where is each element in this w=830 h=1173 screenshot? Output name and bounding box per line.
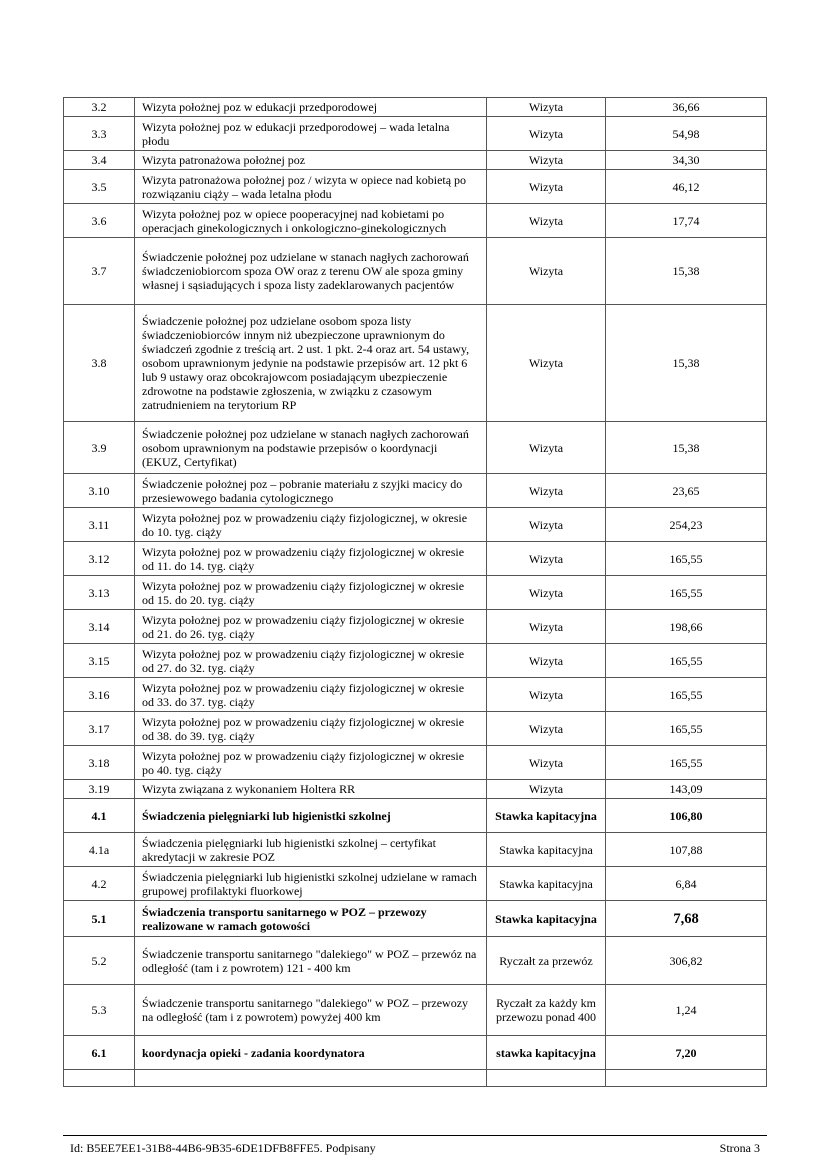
table-row <box>64 985 767 1036</box>
settlement-unit: Stawka kapitacyjna <box>487 867 606 901</box>
item-number: 3.17 <box>64 712 135 746</box>
table-row <box>64 1070 767 1087</box>
item-number: 3.11 <box>64 508 135 542</box>
unit-value: 306,82 <box>606 937 767 985</box>
service-name: Wizyta położnej poz w prowadzeniu ciąży fizjologicznej, w okresie do 10. tyg. ciąży <box>135 508 487 542</box>
item-number: 4.1a <box>64 833 135 867</box>
settlement-unit: Wizyta <box>487 422 606 474</box>
unit-value: 7,20 <box>606 1036 767 1070</box>
unit-value <box>606 1070 767 1087</box>
settlement-unit: Wizyta <box>487 98 606 117</box>
table-row <box>64 508 767 542</box>
table-row <box>64 305 767 422</box>
settlement-unit: Wizyta <box>487 542 606 576</box>
table-row <box>64 1036 767 1070</box>
table-row <box>64 170 767 204</box>
item-number: 3.19 <box>64 780 135 799</box>
settlement-unit: Wizyta <box>487 117 606 151</box>
table-row <box>64 542 767 576</box>
table-row <box>64 151 767 170</box>
item-number: 3.5 <box>64 170 135 204</box>
service-name: Wizyta patronażowa położnej poz <box>135 151 487 170</box>
unit-value: 165,55 <box>606 746 767 780</box>
settlement-unit <box>487 1070 606 1087</box>
service-name: Świadczenie transportu sanitarnego "dalekiego" w POZ – przewóz na odległość (tam i z powrotem) 121 - 400 km <box>135 937 487 985</box>
unit-value: 198,66 <box>606 610 767 644</box>
unit-value: 1,24 <box>606 985 767 1036</box>
table-row <box>64 799 767 833</box>
item-number: 3.3 <box>64 117 135 151</box>
service-name: Świadczenie położnej poz udzielane w stanach nagłych zachorowań świadczeniobiorcom spoza OW oraz z terenu OW ale spoza gminy własnej i sąsiadujących i spoza listy zadeklarowanych pacjentów <box>135 238 487 305</box>
tariff-table <box>63 97 767 1087</box>
settlement-unit: Wizyta <box>487 508 606 542</box>
service-name: Wizyta położnej poz w prowadzeniu ciąży fizjologicznej w okresie od 21. do 26. tyg. ciąży <box>135 610 487 644</box>
settlement-unit: Stawka kapitacyjna <box>487 799 606 833</box>
settlement-unit: Wizyta <box>487 746 606 780</box>
settlement-unit: Wizyta <box>487 678 606 712</box>
unit-value: 165,55 <box>606 542 767 576</box>
item-number: 3.10 <box>64 474 135 508</box>
unit-value: 165,55 <box>606 678 767 712</box>
item-number: 3.6 <box>64 204 135 238</box>
document-id: Id: B5EE7EE1-31B8-44B6-9B35-6DE1DFB8FFE5. Podpisany <box>70 1141 376 1155</box>
unit-value: 165,55 <box>606 644 767 678</box>
item-number: 5.1 <box>64 901 135 937</box>
settlement-unit: Ryczałt za każdy km przewozu ponad 400 <box>487 985 606 1036</box>
settlement-unit: Wizyta <box>487 610 606 644</box>
item-number: 3.9 <box>64 422 135 474</box>
item-number: 4.2 <box>64 867 135 901</box>
item-number: 4.1 <box>64 799 135 833</box>
table-row <box>64 867 767 901</box>
settlement-unit: Wizyta <box>487 151 606 170</box>
table-row <box>64 780 767 799</box>
service-name: Wizyta położnej poz w prowadzeniu ciąży fizjologicznej w okresie od 11. do 14. tyg. ciąży <box>135 542 487 576</box>
item-number: 3.4 <box>64 151 135 170</box>
settlement-unit: Wizyta <box>487 204 606 238</box>
settlement-unit: stawka kapitacyjna <box>487 1036 606 1070</box>
table-row <box>64 117 767 151</box>
unit-value: 36,66 <box>606 98 767 117</box>
service-name: Wizyta związana z wykonaniem Holtera RR <box>135 780 487 799</box>
item-number: 5.3 <box>64 985 135 1036</box>
unit-value: 165,55 <box>606 712 767 746</box>
unit-value: 143,09 <box>606 780 767 799</box>
service-name: Świadczenia pielęgniarki lub higienistki szkolnej – certyfikat akredytacji w zakresie POZ <box>135 833 487 867</box>
settlement-unit: Wizyta <box>487 712 606 746</box>
table-row <box>64 204 767 238</box>
settlement-unit: Wizyta <box>487 474 606 508</box>
table-row <box>64 474 767 508</box>
service-name: Wizyta położnej poz w opiece pooperacyjnej nad kobietami po operacjach ginekologicznych i onkologiczno-ginekologicznych <box>135 204 487 238</box>
unit-value: 15,38 <box>606 422 767 474</box>
item-number: 6.1 <box>64 1036 135 1070</box>
item-number: 3.7 <box>64 238 135 305</box>
settlement-unit: Ryczałt za przewóz <box>487 937 606 985</box>
unit-value: 165,55 <box>606 576 767 610</box>
service-name: Świadczenia transportu sanitarnego w POZ – przewozy realizowane w ramach gotowości <box>135 901 487 937</box>
table-row <box>64 610 767 644</box>
service-name: Wizyta położnej poz w prowadzeniu ciąży fizjologicznej w okresie od 33. do 37. tyg. ciąży <box>135 678 487 712</box>
settlement-unit: Wizyta <box>487 644 606 678</box>
service-name: Świadczenia pielęgniarki lub higienistki szkolnej <box>135 799 487 833</box>
table-row <box>64 644 767 678</box>
table-row <box>64 937 767 985</box>
item-number: 3.8 <box>64 305 135 422</box>
table-row <box>64 833 767 867</box>
service-name: Świadczenia pielęgniarki lub higienistki szkolnej udzielane w ramach grupowej profilaktyki fluorkowej <box>135 867 487 901</box>
service-name: Wizyta patronażowa położnej poz / wizyta w opiece nad kobietą po rozwiązaniu ciąży – wada letalna płodu <box>135 170 487 204</box>
settlement-unit: Wizyta <box>487 170 606 204</box>
table-row <box>64 901 767 937</box>
unit-value: 106,80 <box>606 799 767 833</box>
settlement-unit: Stawka kapitacyjna <box>487 901 606 937</box>
service-name: koordynacja opieki - zadania koordynatora <box>135 1036 487 1070</box>
unit-value: 6,84 <box>606 867 767 901</box>
service-name: Wizyta położnej poz w prowadzeniu ciąży fizjologicznej w okresie po 40. tyg. ciąży <box>135 746 487 780</box>
settlement-unit: Wizyta <box>487 780 606 799</box>
service-name: Wizyta położnej poz w prowadzeniu ciąży fizjologicznej w okresie od 27. do 32. tyg. ciąży <box>135 644 487 678</box>
unit-value: 107,88 <box>606 833 767 867</box>
service-name: Świadczenie położnej poz – pobranie materiału z szyjki macicy do przesiewowego badania cytologicznego <box>135 474 487 508</box>
unit-value: 46,12 <box>606 170 767 204</box>
unit-value: 254,23 <box>606 508 767 542</box>
service-name <box>135 1070 487 1087</box>
page-number: Strona 3 <box>719 1141 760 1155</box>
item-number: 3.14 <box>64 610 135 644</box>
unit-value: 7,68 <box>606 901 767 937</box>
item-number: 3.18 <box>64 746 135 780</box>
service-name: Świadczenie transportu sanitarnego "dalekiego" w POZ – przewozy na odległość (tam i z powrotem) powyżej 400 km <box>135 985 487 1036</box>
tariff-table-body <box>64 98 767 1087</box>
table-row <box>64 746 767 780</box>
service-name: Wizyta położnej poz w edukacji przedporodowej – wada letalna płodu <box>135 117 487 151</box>
table-row <box>64 98 767 117</box>
table-row <box>64 422 767 474</box>
table-row <box>64 678 767 712</box>
settlement-unit: Stawka kapitacyjna <box>487 833 606 867</box>
settlement-unit: Wizyta <box>487 576 606 610</box>
unit-value: 17,74 <box>606 204 767 238</box>
item-number: 3.15 <box>64 644 135 678</box>
footer-divider <box>63 1135 767 1136</box>
item-number: 3.16 <box>64 678 135 712</box>
settlement-unit: Wizyta <box>487 238 606 305</box>
table-row <box>64 238 767 305</box>
item-number: 5.2 <box>64 937 135 985</box>
unit-value: 54,98 <box>606 117 767 151</box>
item-number <box>64 1070 135 1087</box>
unit-value: 15,38 <box>606 305 767 422</box>
unit-value: 23,65 <box>606 474 767 508</box>
table-row <box>64 576 767 610</box>
item-number: 3.13 <box>64 576 135 610</box>
service-name: Świadczenie położnej poz udzielane w stanach nagłych zachorowań osobom uprawnionym na podstawie przepisów o koordynacji (EKUZ, Certyfikat) <box>135 422 487 474</box>
item-number: 3.12 <box>64 542 135 576</box>
table-row <box>64 712 767 746</box>
item-number: 3.2 <box>64 98 135 117</box>
settlement-unit: Wizyta <box>487 305 606 422</box>
unit-value: 15,38 <box>606 238 767 305</box>
service-name: Wizyta położnej poz w edukacji przedporodowej <box>135 98 487 117</box>
unit-value: 34,30 <box>606 151 767 170</box>
service-name: Wizyta położnej poz w prowadzeniu ciąży fizjologicznej w okresie od 38. do 39. tyg. ciąży <box>135 712 487 746</box>
service-name: Wizyta położnej poz w prowadzeniu ciąży fizjologicznej w okresie od 15. do 20. tyg. ciąży <box>135 576 487 610</box>
service-name: Świadczenie położnej poz udzielane osobom spoza listy świadczeniobiorców innym niż ubezpieczone uprawnionym do świadczeń zgodnie z treścią art. 2 ust. 1 pkt. 2-4 oraz art. 54 ustawy, osobom uprawnionym jedynie na podstawie przepisów art. 12 pkt 6 lub 9 ustawy oraz obcokrajowcom posiadającym ubezpieczenie zdrowotne na podstawie zgłoszenia, w związku z czasowym zatrudnieniem na terytorium RP <box>135 305 487 422</box>
